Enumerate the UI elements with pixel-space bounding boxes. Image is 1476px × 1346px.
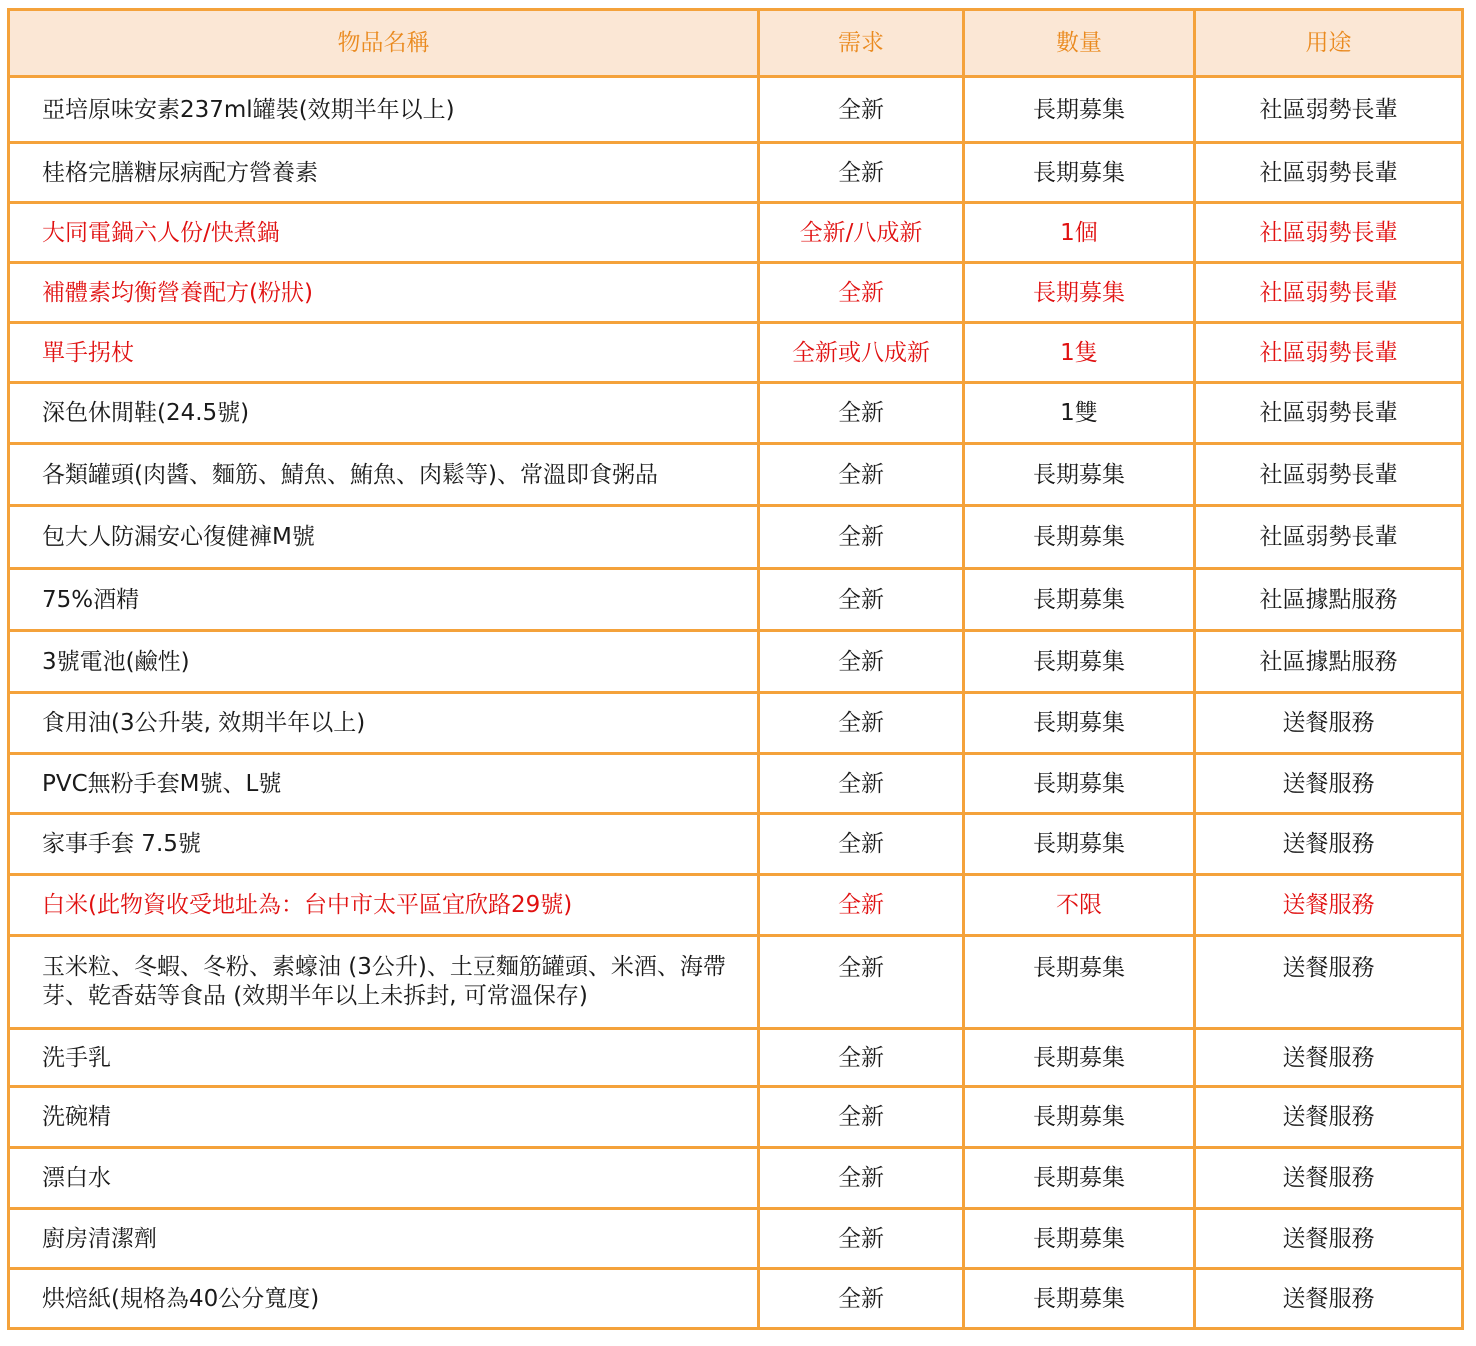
cell-condition: 全新 xyxy=(759,631,964,693)
cell-name: 補體素均衡營養配方(粉狀) xyxy=(9,263,759,323)
cell-quantity: 長期募集 xyxy=(964,1269,1195,1329)
cell-condition: 全新 xyxy=(759,1029,964,1087)
table-row xyxy=(9,506,1463,569)
cell-quantity: 1個 xyxy=(964,203,1195,263)
cell-condition: 全新 xyxy=(759,754,964,814)
cell-name: 白米(此物資收受地址為：台中市太平區宜欣路29號) xyxy=(9,875,759,936)
cell-quantity: 長期募集 xyxy=(964,631,1195,693)
table-row xyxy=(9,1148,1463,1209)
cell-condition: 全新 xyxy=(759,1269,964,1329)
cell-name: 洗手乳 xyxy=(9,1029,759,1087)
cell-purpose: 社區弱勢長輩 xyxy=(1195,383,1463,444)
cell-purpose: 社區據點服務 xyxy=(1195,569,1463,631)
cell-name: 玉米粒、冬蝦、冬粉、素蠔油 (3公升)、土豆麵筋罐頭、米酒、海帶芽、乾香菇等食品 (效期半年以上未拆封, 可常溫保存) xyxy=(9,936,759,1029)
cell-condition: 全新 xyxy=(759,1209,964,1269)
cell-purpose: 送餐服務 xyxy=(1195,693,1463,754)
cell-purpose: 送餐服務 xyxy=(1195,1209,1463,1269)
table-row xyxy=(9,444,1463,506)
table-row xyxy=(9,693,1463,754)
table-row xyxy=(9,1269,1463,1329)
cell-purpose: 社區弱勢長輩 xyxy=(1195,323,1463,383)
table-row xyxy=(9,323,1463,383)
cell-purpose: 社區弱勢長輩 xyxy=(1195,444,1463,506)
cell-purpose: 送餐服務 xyxy=(1195,754,1463,814)
cell-condition: 全新 xyxy=(759,875,964,936)
table-row xyxy=(9,631,1463,693)
cell-purpose: 社區弱勢長輩 xyxy=(1195,263,1463,323)
cell-quantity: 長期募集 xyxy=(964,754,1195,814)
table-row xyxy=(9,569,1463,631)
table-body xyxy=(9,77,1463,1329)
cell-name: 包大人防漏安心復健褲M號 xyxy=(9,506,759,569)
cell-quantity: 長期募集 xyxy=(964,506,1195,569)
table-row xyxy=(9,383,1463,444)
cell-purpose: 送餐服務 xyxy=(1195,875,1463,936)
cell-purpose: 社區據點服務 xyxy=(1195,631,1463,693)
cell-condition: 全新 xyxy=(759,1087,964,1148)
header-quantity: 數量 xyxy=(964,10,1195,77)
cell-condition: 全新 xyxy=(759,1148,964,1209)
cell-condition: 全新 xyxy=(759,936,964,1029)
cell-name: 食用油(3公升裝, 效期半年以上) xyxy=(9,693,759,754)
cell-name: 廚房清潔劑 xyxy=(9,1209,759,1269)
cell-name: 75%酒精 xyxy=(9,569,759,631)
cell-quantity: 長期募集 xyxy=(964,77,1195,143)
cell-purpose: 送餐服務 xyxy=(1195,1148,1463,1209)
table-row xyxy=(9,936,1463,1029)
table-row xyxy=(9,1087,1463,1148)
header-purpose: 用途 xyxy=(1195,10,1463,77)
cell-quantity: 1雙 xyxy=(964,383,1195,444)
cell-condition: 全新 xyxy=(759,814,964,875)
table-row xyxy=(9,77,1463,143)
table-row xyxy=(9,875,1463,936)
header-condition: 需求 xyxy=(759,10,964,77)
cell-condition: 全新/八成新 xyxy=(759,203,964,263)
cell-name: 深色休閒鞋(24.5號) xyxy=(9,383,759,444)
cell-name: 各類罐頭(肉醬、麵筋、鯖魚、鮪魚、肉鬆等)、常溫即食粥品 xyxy=(9,444,759,506)
cell-name: 3號電池(鹼性) xyxy=(9,631,759,693)
cell-purpose: 送餐服務 xyxy=(1195,1269,1463,1329)
header-item-name: 物品名稱 xyxy=(9,10,759,77)
table-row xyxy=(9,814,1463,875)
table-row xyxy=(9,203,1463,263)
cell-quantity: 不限 xyxy=(964,875,1195,936)
cell-condition: 全新 xyxy=(759,444,964,506)
cell-name: 家事手套 7.5號 xyxy=(9,814,759,875)
cell-purpose: 送餐服務 xyxy=(1195,936,1463,1029)
table-row xyxy=(9,263,1463,323)
cell-name: 大同電鍋六人份/快煮鍋 xyxy=(9,203,759,263)
donation-table-container xyxy=(7,8,1464,1330)
cell-name: PVC無粉手套M號、L號 xyxy=(9,754,759,814)
cell-condition: 全新 xyxy=(759,506,964,569)
cell-condition: 全新 xyxy=(759,143,964,203)
cell-purpose: 社區弱勢長輩 xyxy=(1195,203,1463,263)
table-row xyxy=(9,143,1463,203)
cell-quantity: 長期募集 xyxy=(964,1148,1195,1209)
cell-quantity: 長期募集 xyxy=(964,693,1195,754)
cell-purpose: 送餐服務 xyxy=(1195,1087,1463,1148)
cell-purpose: 送餐服務 xyxy=(1195,814,1463,875)
cell-condition: 全新 xyxy=(759,77,964,143)
cell-condition: 全新 xyxy=(759,693,964,754)
header-row xyxy=(9,10,1463,77)
cell-purpose: 社區弱勢長輩 xyxy=(1195,143,1463,203)
cell-name: 漂白水 xyxy=(9,1148,759,1209)
cell-purpose: 送餐服務 xyxy=(1195,1029,1463,1087)
cell-condition: 全新或八成新 xyxy=(759,323,964,383)
table-header xyxy=(9,10,1463,77)
cell-purpose: 社區弱勢長輩 xyxy=(1195,506,1463,569)
cell-quantity: 長期募集 xyxy=(964,1209,1195,1269)
cell-quantity: 長期募集 xyxy=(964,1029,1195,1087)
cell-quantity: 長期募集 xyxy=(964,936,1195,1029)
cell-quantity: 長期募集 xyxy=(964,1087,1195,1148)
cell-quantity: 1隻 xyxy=(964,323,1195,383)
cell-quantity: 長期募集 xyxy=(964,444,1195,506)
cell-quantity: 長期募集 xyxy=(964,814,1195,875)
cell-name: 洗碗精 xyxy=(9,1087,759,1148)
table-row xyxy=(9,754,1463,814)
cell-quantity: 長期募集 xyxy=(964,569,1195,631)
table-row xyxy=(9,1209,1463,1269)
cell-purpose: 社區弱勢長輩 xyxy=(1195,77,1463,143)
donation-items-table xyxy=(7,8,1464,1330)
cell-quantity: 長期募集 xyxy=(964,143,1195,203)
cell-name: 亞培原味安素237ml罐裝(效期半年以上) xyxy=(9,77,759,143)
cell-name: 桂格完膳糖尿病配方營養素 xyxy=(9,143,759,203)
cell-name: 烘焙紙(規格為40公分寬度) xyxy=(9,1269,759,1329)
cell-quantity: 長期募集 xyxy=(964,263,1195,323)
cell-condition: 全新 xyxy=(759,569,964,631)
cell-name: 單手拐杖 xyxy=(9,323,759,383)
cell-condition: 全新 xyxy=(759,263,964,323)
cell-condition: 全新 xyxy=(759,383,964,444)
table-row xyxy=(9,1029,1463,1087)
